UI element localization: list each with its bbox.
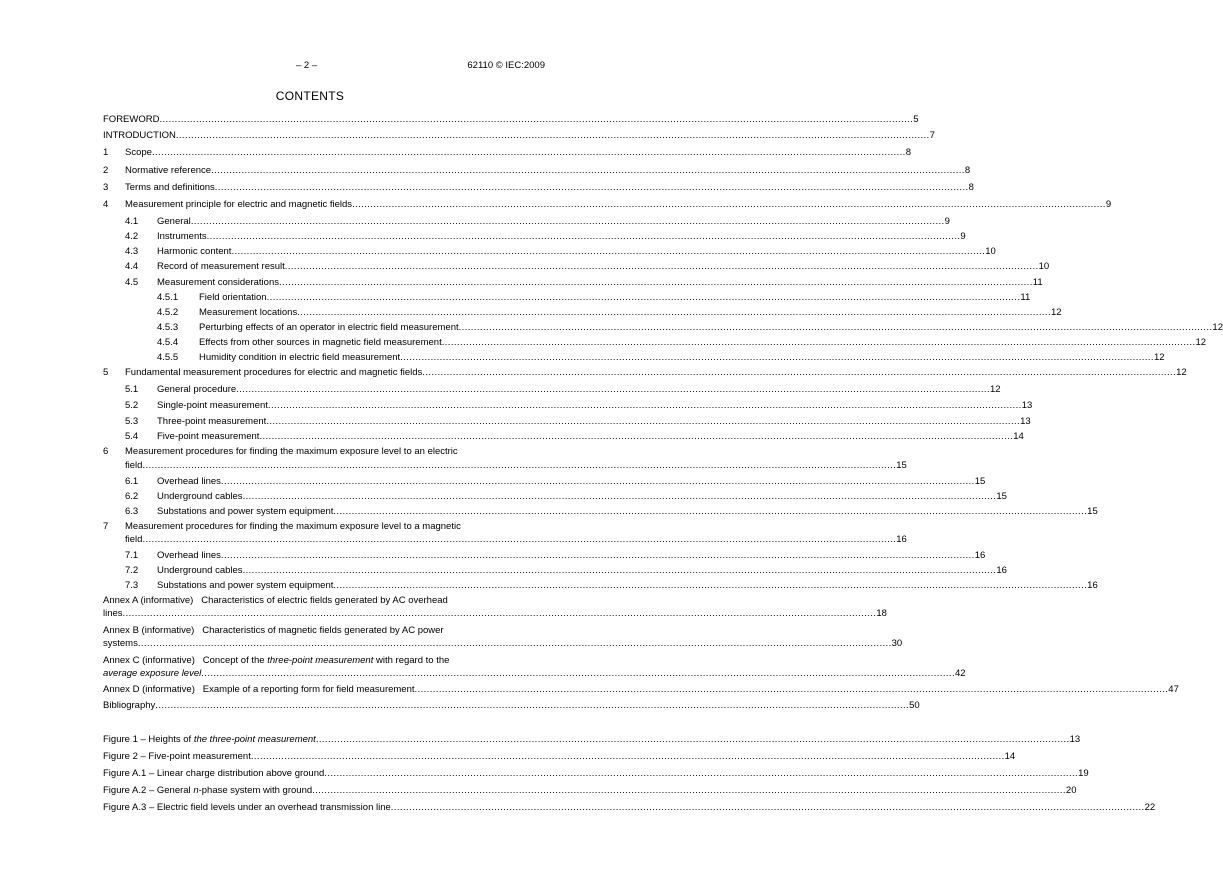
toc-bibliography[interactable]: Bibliography ..... 50: [103, 699, 545, 713]
toc-entry-2[interactable]: 2 Normative reference ..... 8: [103, 164, 545, 178]
toc-entry-4-4[interactable]: 4.4 Record of measurement result ..... 10: [125, 260, 545, 274]
page-number: – 2 –: [296, 60, 318, 71]
toc-entry-5-3[interactable]: 5.3 Three-point measurement ..... 13: [125, 415, 545, 429]
toc-entry-4-3[interactable]: 4.3 Harmonic content ..... 10: [125, 245, 545, 259]
figure-entry-1[interactable]: Figure 1 – Heights of the three-point measurement ..... 13: [103, 733, 545, 747]
figure-entry-2[interactable]: Figure 2 – Five-point measurement ..... 14: [103, 750, 545, 764]
page-title: CONTENTS: [275, 89, 345, 103]
toc-entry-7-2[interactable]: 7.2 Underground cables ..... 16: [125, 564, 545, 578]
figure-entry-a3[interactable]: Figure A.3 – Electric field levels under an overhead transmission line ..... 22: [103, 801, 545, 815]
toc-entry-7-line1[interactable]: 7 Measurement procedures for finding the maximum exposure level to a magnetic: [103, 521, 461, 532]
toc-annex-b-line1[interactable]: Annex B (informative) Characteristics of magnetic fields generated by AC power: [103, 625, 444, 636]
toc-entry-6-line1[interactable]: 6 Measurement procedures for finding the maximum exposure level to an electric: [103, 446, 458, 457]
toc-annex-c-line2[interactable]: average exposure level ..... 42: [103, 667, 545, 681]
toc-entry-4-5-1[interactable]: 4.5.1 Field orientation ..... 11: [157, 291, 545, 305]
toc-entry-7-1[interactable]: 7.1 Overhead lines ..... 16: [125, 549, 545, 563]
toc-entry-4-5-4[interactable]: 4.5.4 Effects from other sources in magnetic field measurement ..... 12: [157, 336, 545, 350]
toc-entry-5-1[interactable]: 5.1 General procedure ..... 12: [125, 383, 545, 397]
toc-entry-1[interactable]: 1 Scope ..... 8: [103, 146, 545, 160]
toc-entry-6-line2[interactable]: field ..... 15: [125, 459, 545, 473]
toc-entry-3[interactable]: 3 Terms and definitions ..... 8: [103, 181, 545, 195]
toc-annex-c-line1[interactable]: Annex C (informative) Concept of the three-point measurement with regard to the: [103, 655, 450, 666]
toc-entry-6-2[interactable]: 6.2 Underground cables ..... 15: [125, 490, 545, 504]
toc-entry-4-5-5[interactable]: 4.5.5 Humidity condition in electric field measurement ..... 12: [157, 351, 545, 365]
toc-entry-4-1[interactable]: 4.1 General ..... 9: [125, 215, 545, 229]
toc-entry-5-4[interactable]: 5.4 Five-point measurement ..... 14: [125, 430, 545, 444]
toc-entry-4-5[interactable]: 4.5 Measurement considerations ..... 11: [125, 276, 545, 290]
toc-entry-7-3[interactable]: 7.3 Substations and power system equipment ..... 16: [125, 579, 545, 593]
standard-reference: 62110 © IEC:2009: [467, 60, 545, 71]
toc-annex-a-line2[interactable]: lines ..... 18: [103, 607, 545, 621]
toc-annex-d[interactable]: Annex D (informative) Example of a reporting form for field measurement ..... 47: [103, 683, 545, 697]
figure-entry-a1[interactable]: Figure A.1 – Linear charge distribution above ground ..... 19: [103, 767, 545, 781]
toc-entry-introduction[interactable]: INTRODUCTION ..... 7: [103, 129, 545, 143]
toc-annex-b-line2[interactable]: systems ..... 30: [103, 637, 545, 651]
toc-entry-4[interactable]: 4 Measurement principle for electric and magnetic fields ..... 9: [103, 198, 545, 212]
toc-entry-6-1[interactable]: 6.1 Overhead lines ..... 15: [125, 475, 545, 489]
toc-entry-4-2[interactable]: 4.2 Instruments ..... 9: [125, 230, 545, 244]
toc-entry-4-5-3[interactable]: 4.5.3 Perturbing effects of an operator in electric field measurement ..... 12: [157, 321, 545, 335]
toc-entry-foreword[interactable]: FOREWORD ..... 5: [103, 113, 545, 127]
figure-entry-a2[interactable]: Figure A.2 – General n-phase system with ground ..... 20: [103, 784, 545, 798]
toc-entry-4-5-2[interactable]: 4.5.2 Measurement locations ..... 12: [157, 306, 545, 320]
toc-entry-5[interactable]: 5 Fundamental measurement procedures for electric and magnetic fields ..... 12: [103, 366, 545, 380]
toc-annex-a-line1[interactable]: Annex A (informative) Characteristics of electric fields generated by AC overhead: [103, 595, 448, 606]
toc-entry-5-2[interactable]: 5.2 Single-point measurement ..... 13: [125, 399, 545, 413]
toc-entry-7-line2[interactable]: field ..... 16: [125, 533, 545, 547]
toc-entry-6-3[interactable]: 6.3 Substations and power system equipment ..... 15: [125, 505, 545, 519]
